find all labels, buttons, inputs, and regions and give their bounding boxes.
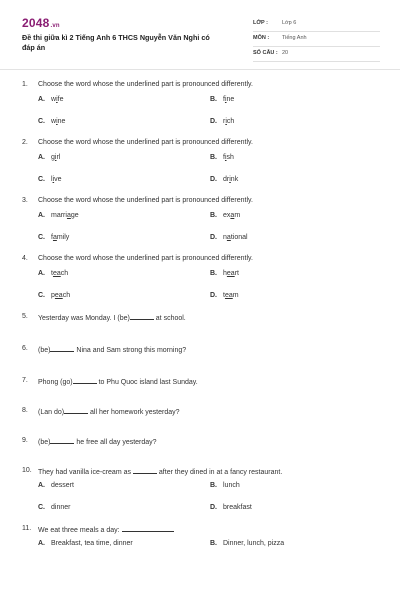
option-letter: C. [38, 176, 45, 183]
question-number: 5. [22, 313, 28, 320]
underlined-part: ea [54, 292, 63, 299]
underlined-part: i [52, 176, 55, 183]
option-letter: D. [210, 176, 217, 183]
option-text: dessert [51, 482, 74, 489]
option-letter: A. [38, 482, 45, 489]
question-number: 3. [22, 197, 28, 204]
option-letter: A. [38, 540, 45, 547]
option-text: mily [56, 234, 70, 241]
option-c[interactable] [38, 118, 65, 125]
option-text: p [51, 292, 55, 299]
option-text: ne [226, 96, 235, 103]
question-text-after: to Phu Quoc island last Sunday. [98, 379, 198, 386]
question-text: Choose the word whose the underlined part is pronounced differently. [38, 197, 253, 204]
question-10 [22, 466, 378, 524]
question-text-before: Phong (go) [38, 379, 73, 386]
underlined-part: i [56, 96, 58, 103]
underlined-part: i [224, 96, 227, 103]
answer-blank[interactable] [50, 437, 74, 444]
meta-label: MÔN : [253, 35, 270, 41]
option-text: g [51, 154, 55, 161]
underlined-part: i [229, 176, 231, 183]
option-text: w [51, 96, 57, 103]
option-letter: C. [38, 234, 45, 241]
header [22, 14, 378, 64]
question-text-after: Nina and Sam strong this morning? [76, 347, 187, 354]
question-1 [22, 80, 378, 138]
question-number: 8. [22, 407, 28, 414]
option-text: marri [51, 212, 67, 219]
meta-value: Tiếng Anh [282, 35, 307, 41]
option-text: lunch [223, 482, 240, 489]
logo-suffix: .vn [50, 23, 60, 29]
question-text: Choose the word whose the underlined part is pronounced differently. [38, 81, 253, 88]
option-text: t [223, 292, 225, 299]
question-text-before: We eat three meals a day: [38, 527, 120, 534]
meta-value: Lớp 6 [282, 20, 297, 26]
underlined-part: a [230, 212, 235, 219]
underlined-part: i [54, 154, 57, 161]
question-5 [22, 312, 378, 344]
meta-label: SỐ CÂU : [253, 50, 278, 56]
question-number: 2. [22, 139, 28, 146]
option-text: tional [230, 234, 248, 241]
answer-blank[interactable] [130, 313, 154, 320]
question-text-after: at school. [155, 315, 186, 322]
option-a[interactable] [38, 270, 68, 277]
option-letter: D. [210, 118, 217, 125]
meta-value: 20 [282, 50, 289, 56]
option-b[interactable] [210, 154, 234, 161]
question-text [38, 467, 282, 476]
question-text: Choose the word whose the underlined part is pronounced differently. [38, 255, 253, 262]
question-text: Choose the word whose the underlined part is pronounced differently. [38, 139, 253, 146]
option-c[interactable] [38, 504, 70, 511]
option-d[interactable] [210, 292, 239, 299]
question-text-before: (be) [38, 439, 51, 446]
meta-row-class [253, 17, 380, 32]
option-letter: C. [38, 292, 45, 299]
site-logo[interactable] [22, 16, 60, 30]
answer-blank[interactable] [133, 467, 157, 474]
option-letter: B. [210, 96, 217, 103]
option-letter: B. [210, 482, 217, 489]
option-text: ge [70, 212, 79, 219]
option-text: ne [57, 118, 66, 125]
option-a[interactable] [38, 540, 133, 547]
question-number: 9. [22, 437, 28, 444]
option-letter: B. [210, 540, 217, 547]
header-divider [0, 69, 400, 70]
option-a[interactable] [38, 96, 63, 103]
option-text: Dinner, lunch, pizza [223, 540, 285, 547]
underlined-part: i [224, 154, 227, 161]
option-text: h [223, 270, 227, 277]
underlined-part: i [56, 118, 58, 125]
option-text: t [51, 270, 53, 277]
option-text: f [223, 96, 225, 103]
question-text-before: They had vanilla ice-cream as [38, 469, 131, 476]
option-letter: A. [38, 212, 45, 219]
option-text: r [223, 118, 226, 125]
option-letter: C. [38, 504, 45, 511]
option-text: nk [230, 176, 239, 183]
underlined-part: i [225, 118, 227, 125]
option-letter: B. [210, 212, 217, 219]
option-d[interactable] [210, 176, 238, 183]
question-text-before: (be) [38, 347, 51, 354]
option-text: dr [223, 176, 230, 183]
underlined-part: a [226, 234, 231, 241]
question-number: 1. [22, 81, 28, 88]
underlined-part: a [66, 212, 71, 219]
option-text: breakfast [223, 504, 252, 511]
option-text: ch [60, 270, 69, 277]
option-text: Breakfast, tea time, dinner [51, 540, 133, 547]
option-c[interactable] [38, 176, 62, 183]
question-text-before: (Lan do) [38, 409, 65, 416]
option-text: l [51, 176, 53, 183]
answer-blank[interactable] [122, 525, 174, 532]
option-text: rl [56, 154, 61, 161]
option-text: ch [226, 118, 235, 125]
option-text: f [223, 154, 225, 161]
logo-text: 2048 [22, 16, 50, 30]
exam-meta [253, 17, 380, 62]
question-text [38, 407, 180, 416]
question-text-after: he free all day yesterday? [76, 439, 157, 446]
option-text: w [51, 118, 57, 125]
option-a[interactable] [38, 212, 79, 219]
question-text-after: all her homework yesterday? [90, 409, 180, 416]
document-title: Đề thi giữa kì 2 Tiếng Anh 6 THCS Nguyễn Văn Nghi có đáp án [22, 33, 210, 52]
option-d[interactable] [210, 504, 252, 511]
question-number: 7. [22, 377, 28, 384]
option-letter: B. [210, 270, 217, 277]
question-text [38, 313, 186, 322]
question-number: 10. [22, 467, 32, 474]
underlined-part: ea [226, 270, 235, 277]
question-2 [22, 138, 378, 196]
answer-blank[interactable] [73, 377, 97, 384]
option-letter: D. [210, 292, 217, 299]
option-text: m [234, 212, 241, 219]
option-text: f [51, 234, 53, 241]
option-a[interactable] [38, 154, 60, 161]
option-text: ex [223, 212, 231, 219]
option-text: dinner [51, 504, 71, 511]
option-b[interactable] [210, 212, 240, 219]
option-d[interactable] [210, 234, 248, 241]
option-letter: B. [210, 154, 217, 161]
option-text: m [232, 292, 239, 299]
question-6 [22, 344, 378, 376]
option-d[interactable] [210, 118, 234, 125]
question-text [38, 525, 174, 534]
underlined-part: a [52, 234, 57, 241]
question-11 [22, 524, 378, 560]
option-letter: A. [38, 96, 45, 103]
option-text: n [223, 234, 227, 241]
option-b[interactable] [210, 540, 284, 547]
option-b[interactable] [210, 270, 239, 277]
option-a[interactable] [38, 482, 74, 489]
option-letter: D. [210, 504, 217, 511]
question-number: 11. [22, 525, 32, 532]
option-letter: A. [38, 154, 45, 161]
question-3 [22, 196, 378, 254]
option-c[interactable] [38, 234, 69, 241]
answer-blank[interactable] [50, 345, 74, 352]
underlined-part: ea [224, 292, 233, 299]
meta-label: LỚP : [253, 20, 268, 26]
question-text [38, 437, 157, 446]
question-list [22, 80, 378, 560]
question-8 [22, 406, 378, 436]
option-letter: A. [38, 270, 45, 277]
question-number: 6. [22, 345, 28, 352]
option-text: fe [57, 96, 64, 103]
option-c[interactable] [38, 292, 70, 299]
question-7 [22, 376, 378, 406]
meta-row-count [253, 47, 380, 62]
option-text: sh [226, 154, 234, 161]
option-text: ch [62, 292, 71, 299]
question-number: 4. [22, 255, 28, 262]
option-text: ve [54, 176, 62, 183]
answer-blank[interactable] [64, 407, 88, 414]
question-text [38, 345, 186, 354]
question-9 [22, 436, 378, 466]
question-text-before: Yesterday was Monday. I (be) [38, 315, 130, 322]
option-text: rt [234, 270, 239, 277]
option-b[interactable] [210, 96, 234, 103]
question-text [38, 377, 198, 386]
question-4 [22, 254, 378, 312]
question-text-after: after they dined in at a fancy restaurant. [158, 469, 283, 476]
underlined-part: ea [52, 270, 61, 277]
option-b[interactable] [210, 482, 240, 489]
option-letter: D. [210, 234, 217, 241]
option-letter: C. [38, 118, 45, 125]
meta-row-subject [253, 32, 380, 47]
